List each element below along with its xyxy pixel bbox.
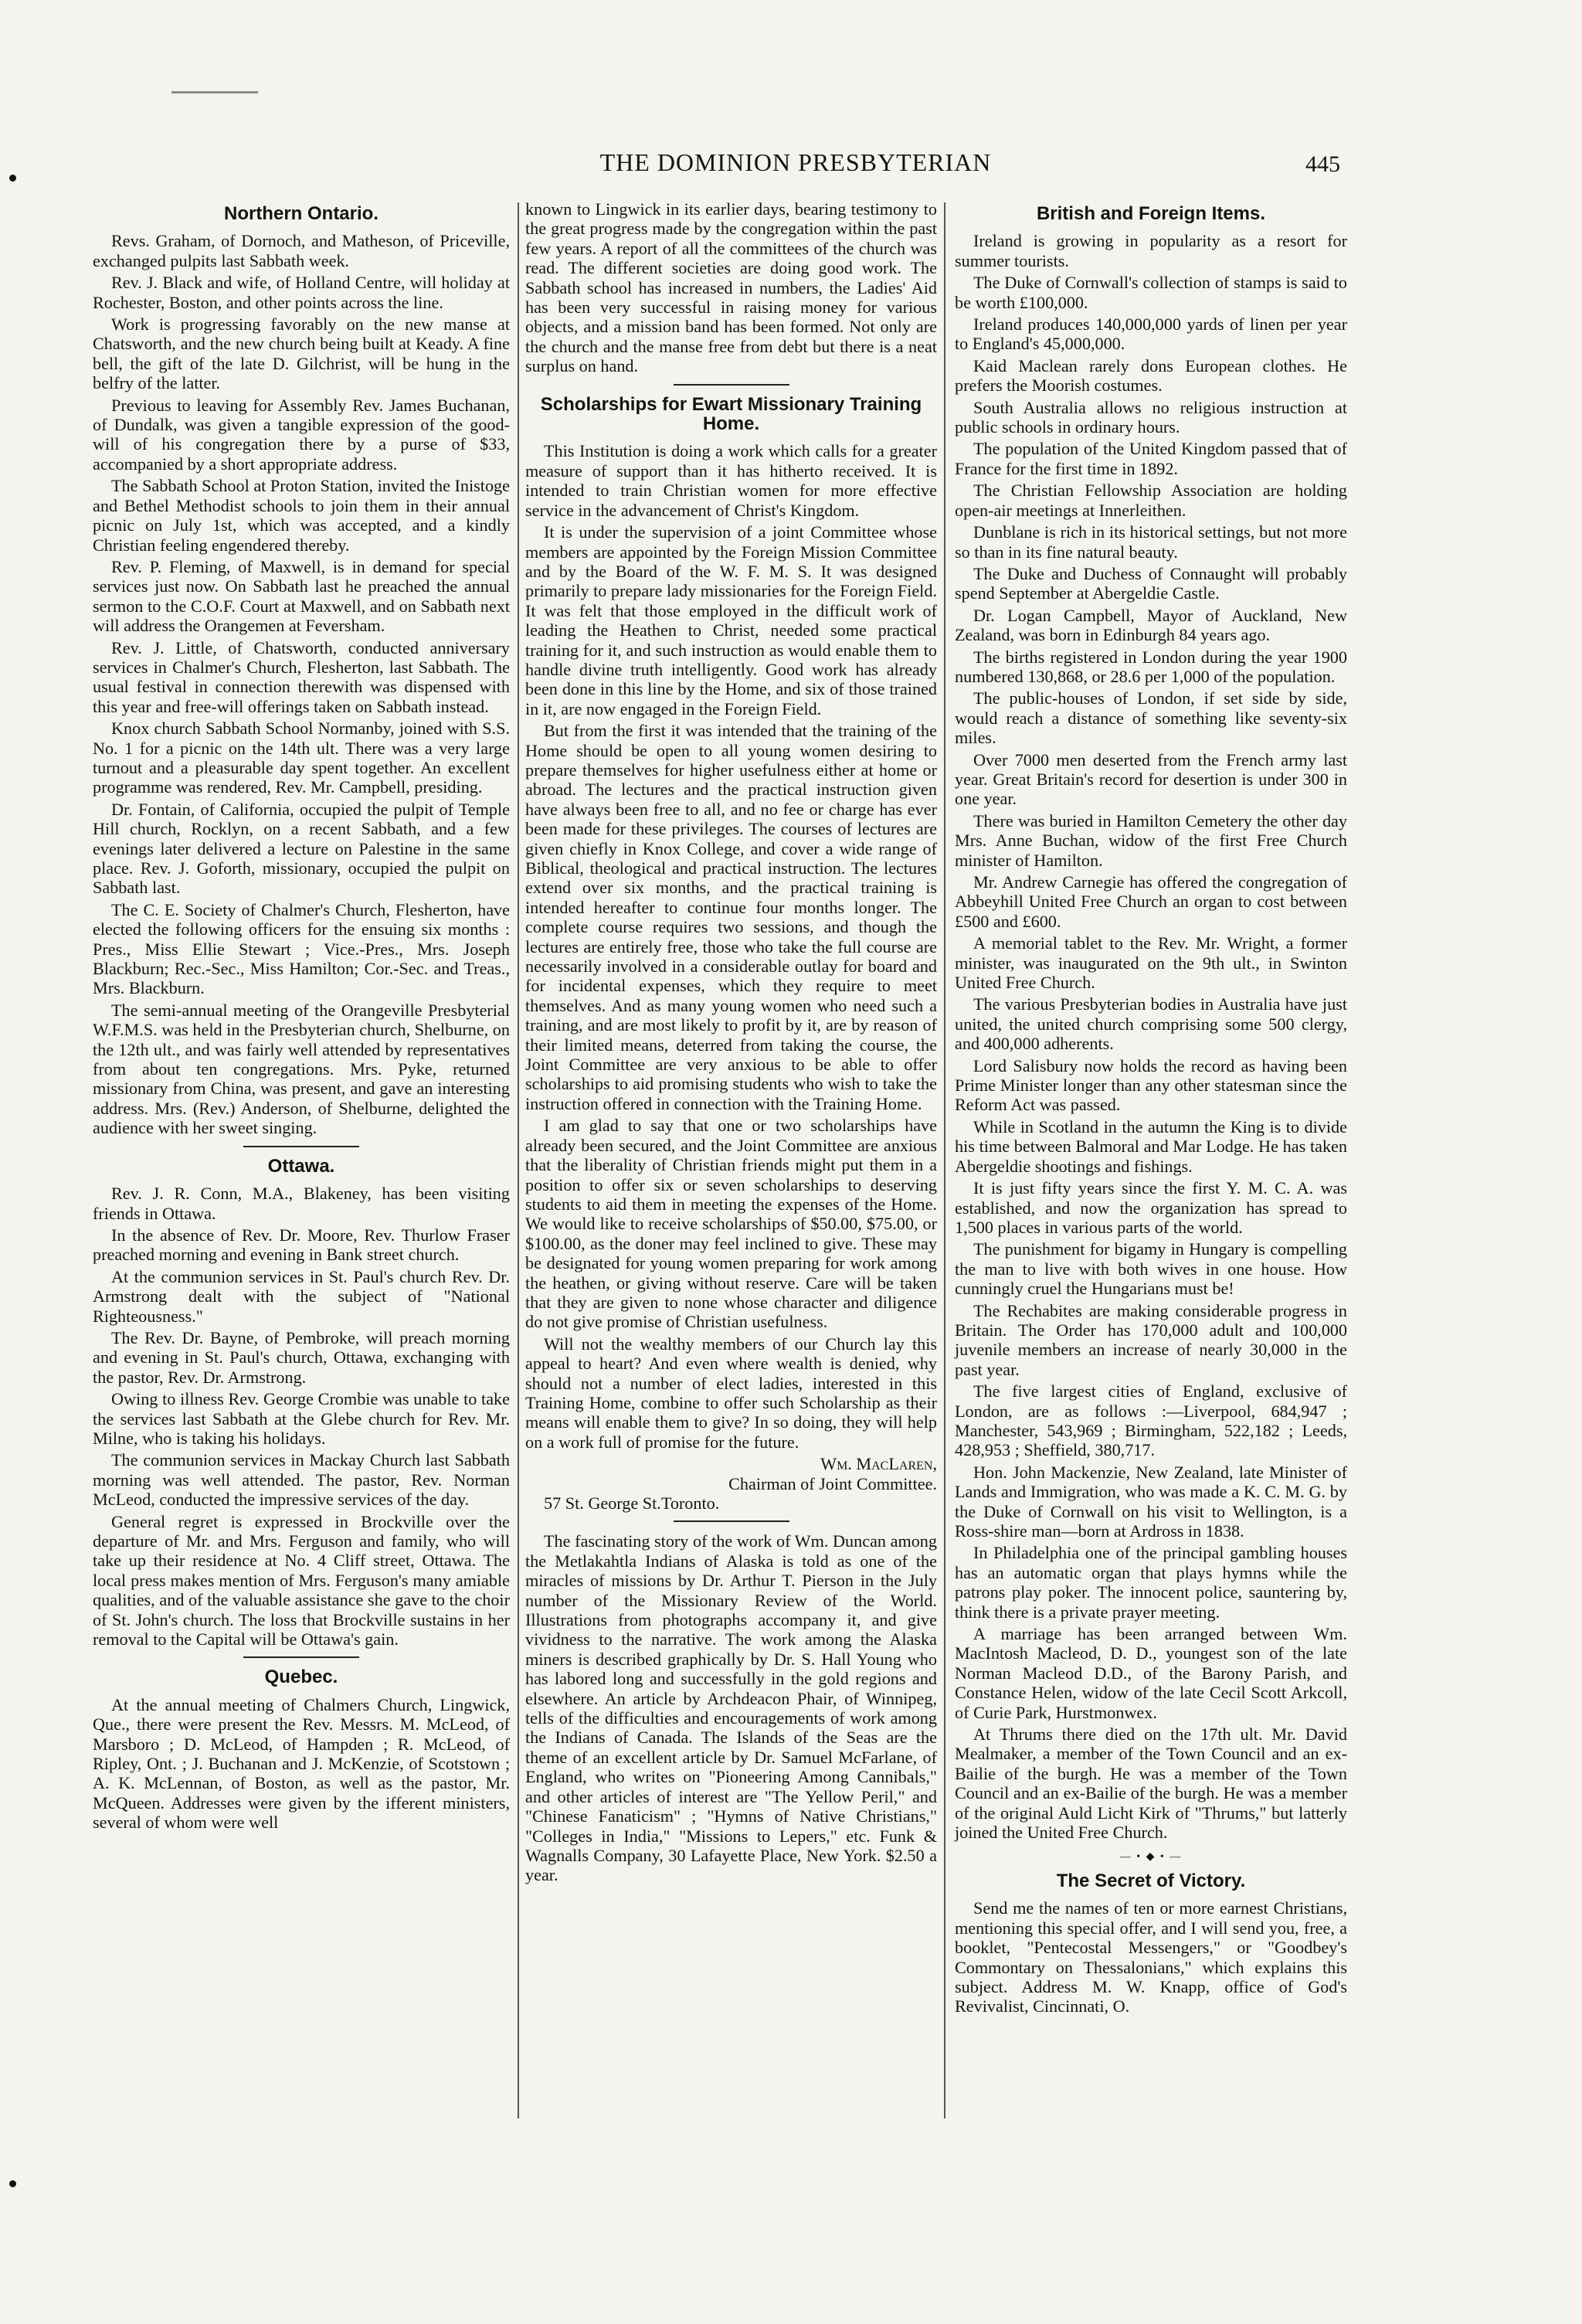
news-item: At the annual meeting of Chalmers Church, Lingwick, Que., there were present the Rev. Messrs. M. McLeod, of Marsboro ; D. McLeod, of Hampden ; R. McLeod, of Ripley, Ont. ; J. Buchanan and J. McKenzie, of Scotstown ; A. K. McLennan, of Boston, as well as the pastor, Mr. McQueen. Addresses were given by the ifferent ministers, several of whom were well bbox=[93, 1694, 510, 1833]
news-item: It is under the supervision of a joint Committee whose members are appointed by the Foreign Mission Committee and by the Board of the W. F. M. S. It was designed primarily to prepare lady missionaries for the Foreign Field. It was felt that those employed in the difficult work of leading the Heathen to Christ, needed some practical training for it, and such instruction as would enable them to handle divine truth intelligently. Good work has already been done in this line by the Home, and six of those trained in it, are now engaged in the Foreign Field. bbox=[525, 522, 937, 719]
news-item: In Philadelphia one of the principal gambling houses has an automatic organ that plays hymns while the patrons play poker. The innocent police, sauntering by, think there is a private prayer meeting. bbox=[955, 1543, 1347, 1622]
ornament-divider: — • ◆ • — bbox=[1119, 1850, 1183, 1863]
section-divider bbox=[243, 1146, 359, 1147]
signature-name: Wm. MacLaren, bbox=[820, 1454, 937, 1474]
news-item: There was buried in Hamilton Cemetery the other day Mrs. Anne Buchan, widow of the first Free Church minister of Hamilton. bbox=[955, 810, 1347, 870]
news-item: Will not the wealthy members of our Church lay this appeal to heart? And even where wealth is denied, why should not a number of elect ladies, interested in this Training Home, combine to offer such Scholarship as their means will enable them to give? In so doing, they will help on a work full of promise for the future. bbox=[525, 1334, 937, 1452]
section-heading: Northern Ontario. bbox=[223, 203, 379, 224]
news-item: Ireland produces 140,000,000 yards of linen per year to England's 45,000,000. bbox=[955, 314, 1347, 354]
column-1 bbox=[93, 199, 510, 1835]
news-item: Mr. Andrew Carnegie has offered the congregation of Abbeyhill United Free Church an organ to cost between £500 and £600. bbox=[955, 872, 1347, 931]
news-item: A marriage has been arranged between Wm. MacIntosh Macleod, D. D., youngest son of the late Norman Macleod D.D., of the Barony Parish, and Constance Helen, widow of the late Cecil Scott Arkcoll, of Curie Park, Hurstmonwex. bbox=[955, 1624, 1347, 1722]
news-item: A memorial tablet to the Rev. Mr. Wright, a former minister, was inaugurated on the 9th ult., in Swinton United Free Church. bbox=[955, 933, 1347, 993]
news-item: Lord Salisbury now holds the record as having been Prime Minister longer than any other statesman since the Reform Act was passed. bbox=[955, 1055, 1347, 1115]
column-2 bbox=[525, 199, 937, 1887]
news-item: The Rechabites are making considerable progress in Britain. The Order has 170,000 adult and 100,000 juvenile members an increase of nearly 30,000 in the past year. bbox=[955, 1300, 1347, 1379]
news-item: Dr. Fontain, of California, occupied the pulpit of Temple Hill church, Rocklyn, on a recent Sabbath, and a few evenings later delivered a lecture on Palestine in the same place. Rev. J. Goforth, missionary, occupied the pulpit on Sabbath last. bbox=[93, 799, 510, 898]
news-item: Dr. Logan Campbell, Mayor of Auckland, New Zealand, was born in Edinburgh 84 years ago. bbox=[955, 605, 1347, 645]
news-item: Rev. J. Black and wife, of Holland Centre, will holiday at Rochester, Boston, and other points across the line. bbox=[93, 273, 510, 312]
page-number: 445 bbox=[1305, 151, 1340, 177]
section-heading: The Secret of Victory. bbox=[1056, 1870, 1246, 1891]
margin-dot bbox=[9, 2180, 16, 2187]
news-item: Knox church Sabbath School Normanby, joined with S.S. No. 1 for a picnic on the 14th ult. There was a very large turnout and a pleasurable day spent together. An excellent programme was rendered, Rev. Mr. Campbell, presiding. bbox=[93, 719, 510, 797]
news-item: Rev. J. R. Conn, M.A., Blakeney, has been visiting friends in Ottawa. bbox=[93, 1184, 510, 1223]
news-item: Owing to illness Rev. George Crombie was unable to take the services last Sabbath at the Glebe church for Rev. Mr. Milne, who is taking his holidays. bbox=[93, 1389, 510, 1448]
section-heading: British and Foreign Items. bbox=[1036, 203, 1266, 224]
news-item: At the communion services in St. Paul's church Rev. Dr. Armstrong dealt with the subject of "National Righteousness." bbox=[93, 1266, 510, 1326]
section-heading: Ottawa. bbox=[267, 1155, 335, 1177]
news-item: At Thrums there died on the 17th ult. Mr. David Mealmaker, a member of the Town Council and an ex-Bailie of the burgh. He was a member of the Town Council and an ex-Bailie of the burgh. He was a member of the original Auld Licht Kirk of "Thrums," but latterly joined the United Free Church. bbox=[955, 1724, 1347, 1843]
news-item: The communion services in Mackay Church last Sabbath morning was well attended. The pastor, Rev. Norman McLeod, conducted the impressive services of the day. bbox=[93, 1450, 510, 1510]
news-item: Ireland is growing in popularity as a resort for summer tourists. bbox=[955, 231, 1347, 270]
news-item: The Rev. Dr. Bayne, of Pembroke, will preach morning and evening in St. Paul's church, Ottawa, exchanging with the pastor, Rev. Dr. Armstrong. bbox=[93, 1327, 510, 1387]
signature-block bbox=[525, 1454, 937, 1493]
masthead: THE DOMINION PRESBYTERIAN bbox=[599, 148, 992, 176]
news-item: The Duke of Cornwall's collection of stamps is said to be worth £100,000. bbox=[955, 273, 1347, 312]
news-item: The Duke and Duchess of Connaught will probably spend September at Abergeldie Castle. bbox=[955, 563, 1347, 603]
column-rule bbox=[518, 202, 519, 2118]
news-item: While in Scotland in the autumn the King is to divide his time between Balmoral and Mar Lodge. He has taken Abergeldie shootings and fishings. bbox=[955, 1116, 1347, 1176]
news-item: This Institution is doing a work which calls for a greater measure of support than it has hitherto received. It is intended to train Christian women for more effective service in the advancement of Christ's Kingdom. bbox=[525, 441, 937, 520]
news-item: Hon. John Mackenzie, New Zealand, late Minister of Lands and Immigration, who was made a K. C. M. G. by the Duke of Cornwall on his visit to Wellington, is a Ross-shire man—born at Ardross in 1838. bbox=[955, 1462, 1347, 1541]
news-item: The Sabbath School at Proton Station, invited the Inistoge and Bethel Methodist schools to join them in their annual picnic on July 1st, which was accepted, and a kindly Christian feeling engendered thereby. bbox=[93, 476, 510, 555]
news-item: Over 7000 men deserted from the French army last year. Great Britain's record for desertion is under 300 in one year. bbox=[955, 749, 1347, 809]
news-item: The punishment for bigamy in Hungary is compelling the man to live with both wives in one house. How cunningly cruel the Hungarians must be! bbox=[955, 1239, 1347, 1299]
section-heading: Quebec. bbox=[264, 1667, 338, 1688]
scholarships-article bbox=[525, 441, 937, 1452]
news-item: Dunblane is rich in its historical settings, but not more so than in its fine natural beauty. bbox=[955, 522, 1347, 562]
news-item: Previous to leaving for Assembly Rev. James Buchanan, of Dundalk, was given a tangible expression of the good-will of his congregation there by a purse of $33, accompanied by a short appropriate address. bbox=[93, 395, 510, 474]
news-item: The Christian Fellowship Association are holding open-air meetings at Innerleithen. bbox=[955, 481, 1347, 520]
news-item: Kaid Maclean rarely dons European clothes. He prefers the Moorish costumes. bbox=[955, 355, 1347, 396]
news-item: The population of the United Kingdom passed that of France for the first time in 1892. bbox=[955, 439, 1347, 478]
news-item: Revs. Graham, of Dornoch, and Matheson, of Priceville, exchanged pulpits last Sabbath week. bbox=[93, 231, 510, 270]
column-rule bbox=[944, 202, 945, 2118]
address-line: 57 St. George St.Toronto. bbox=[544, 1493, 720, 1513]
news-item: The public-houses of London, if set side by side, would reach a distance of something like seventy-six miles. bbox=[955, 688, 1347, 748]
continued-paragraph: known to Lingwick in its earlier days, bearing testimony to the great progress made by the congregation within the past few years. A report of all the committees of the church was read. The different societies are doing good work. The Sabbath school has increased in numbers, the Ladies' Aid has been very successful in raising money for various objects, and a mission band has been formed. Not only are the church and the manse free from debt but there is a neat surplus on hand. bbox=[525, 199, 937, 376]
northern-ontario-items bbox=[93, 231, 510, 1137]
section-heading: Scholarships for Ewart Missionary Training Home. bbox=[540, 393, 922, 435]
section-divider bbox=[674, 384, 789, 386]
ottawa-items bbox=[93, 1184, 510, 1649]
section-divider bbox=[674, 1520, 789, 1522]
section-divider bbox=[243, 1656, 359, 1658]
scan-smudge bbox=[171, 91, 258, 93]
quebec-items bbox=[93, 1695, 510, 1833]
news-item: Rev. P. Fleming, of Maxwell, is in demand for special services just now. On Sabbath last he preached the annual sermon to the C.O.F. Court at Maxwell, and on Sabbath next will address the Orangemen at Feversham. bbox=[93, 556, 510, 636]
margin-dot bbox=[9, 175, 16, 182]
news-item: But from the first it was intended that the training of the Home should be open to all young women desiring to prepare themselves for higher usefulness either at home or abroad. The lectures and the practical instruction given have always been free to all, and no fee or charge has ever been made for these privileges. The courses of lectures are given chiefly in Knox College, and cover a wide range of Biblical, theological and practical instruction. The lectures extend over six months, and the practical training is intended hereafter to continue four months longer. The complete course requires two sessions, and though the lectures are entirely free, those who take the full course are necessarily involved in a considerable outlay for board and for incidental expenses, which they require to meet themselves. And as many young women who need such a training, and are most likely to profit by it, are by reason of their limited means, deterred from taking the course, the Joint Committee are very anxious to be able to offer scholarships to aid promising students who wish to take the instruction offered in connection with the Training Home. bbox=[525, 721, 937, 1113]
news-item: The five largest cities of England, exclusive of London, are as follows :—Liverpool, 684,947 ; Manchester, 543,969 ; Birmingham, 522,182 ; Leeds, 428,953 ; Sheffield, 380,717. bbox=[955, 1381, 1347, 1460]
column-3 bbox=[955, 199, 1347, 2019]
news-item: General regret is expressed in Brockville over the departure of Mr. and Mrs. Ferguson and family, who will take up their residence at No. 4 Cliff street, Ottawa. The local press makes mention of Mrs. Ferguson's many amiable qualities, and of the valuable assistance she gave to the choir of St. John's church. The loss that Brockville sustains in her removal to the Capital will be Ottawa's gain. bbox=[93, 1511, 510, 1650]
news-item: Rev. J. Little, of Chatsworth, conducted anniversary services in Chalmer's Church, Flesherton, last Sabbath. The usual festival in connection therewith was dispensed with this year and free-will offerings taken on Sabbath instead. bbox=[93, 637, 510, 716]
news-item: The births registered in London during the year 1900 numbered 130,868, or 28.6 per 1,000 of the population. bbox=[955, 647, 1347, 686]
news-item: It is just fifty years since the first Y. M. C. A. was established, and now the organization has spread to 1,500 places in various parts of the world. bbox=[955, 1178, 1347, 1237]
news-item: In the absence of Rev. Dr. Moore, Rev. Thurlow Fraser preached morning and evening in Bank street church. bbox=[93, 1225, 510, 1265]
news-item: I am glad to say that one or two scholarships have already been secured, and the Joint Committee are anxious that the liberality of Christian friends might put them in a position to offer six or seven scholarships to deserving students to aid them in meeting the expenses of the Home. We would like to receive scholarships of $50.00, $75.00, or $100.00, as the doner may feel inclined to give. These may be designated for young women preparing for work among the heathen, or giving without reserve. Care will be taken that they are given to none whose character and diligence do not give promise of Christian usefulness. bbox=[525, 1116, 937, 1332]
review-paragraph: The fascinating story of the work of Wm. Duncan among the Metlakahtla Indians of Alaska is told as one of the miracles of missions by Dr. Arthur T. Pierson in the July number of the Missionary Review of the World. Illustrations from photographs accompany it, and give vividness to the narrative. The work among the Alaska miners is described graphically by Dr. S. Hall Young who has labored long and successfully in the gold regions and elsewhere. An article by Archdeacon Phair, of Winnipeg, tells of the difficulties and encouragements of work among the Indians of Canada. The Islands of the Seas are the theme of an excellent article by Dr. Samuel McFarlane, of England, who writes on "Pioneering Among Cannibals," and other articles of interest are "The Yellow Peril," and "Chinese Fanaticism" ; "Hymns of Native Christians," "Colleges in India," "Missions to Lepers," etc. Funk & Wagnalls Company, 30 Lafayette Place, New York. $2.50 a year. bbox=[525, 1531, 937, 1885]
news-item: Work is progressing favorably on the new manse at Chatsworth, and the new church being built at Keady. A fine bell, the gift of the late D. Gilchrist, will be hung in the belfry of the latter. bbox=[93, 314, 510, 393]
british-items bbox=[955, 231, 1347, 1842]
signature-title: Chairman of Joint Committee. bbox=[728, 1473, 937, 1493]
news-item: South Australia allows no religious instruction at public schools in ordinary hours. bbox=[955, 397, 1347, 437]
news-item: The C. E. Society of Chalmer's Church, Flesherton, have elected the following officers for the ensuing six months : Pres., Miss Ellie Stewart ; Vice.-Pres., Mrs. Joseph Blackburn; Rec.-Sec., Miss Hamilton; Cor.-Sec. and Treas., Mrs. Blackburn. bbox=[93, 899, 510, 998]
advertisement-text: Send me the names of ten or more earnest Christians, mentioning this special offer, and I will send you, free, a booklet, "Pentecostal Messengers," or "Goodbey's Commontary on Thessalonians," which explains this subject. Address M. W. Knapp, office of God's Revivalist, Cincinnati, O. bbox=[955, 1898, 1347, 2017]
news-item: The semi-annual meeting of the Orangeville Presbyterial W.F.M.S. was held in the Presbyterian church, Shelburne, on the 12th ult., and was fairly well attended by representatives from about ten congregations. Mrs. Pyke, returned missionary from China, was present, and gave an interesting address. Mrs. (Rev.) Anderson, of Shelburne, delighted the audience with her sweet singing. bbox=[93, 1000, 510, 1138]
news-item: The various Presbyterian bodies in Australia have just united, the united church comprising some 500 clergy, and 400,000 adherents. bbox=[955, 994, 1347, 1054]
